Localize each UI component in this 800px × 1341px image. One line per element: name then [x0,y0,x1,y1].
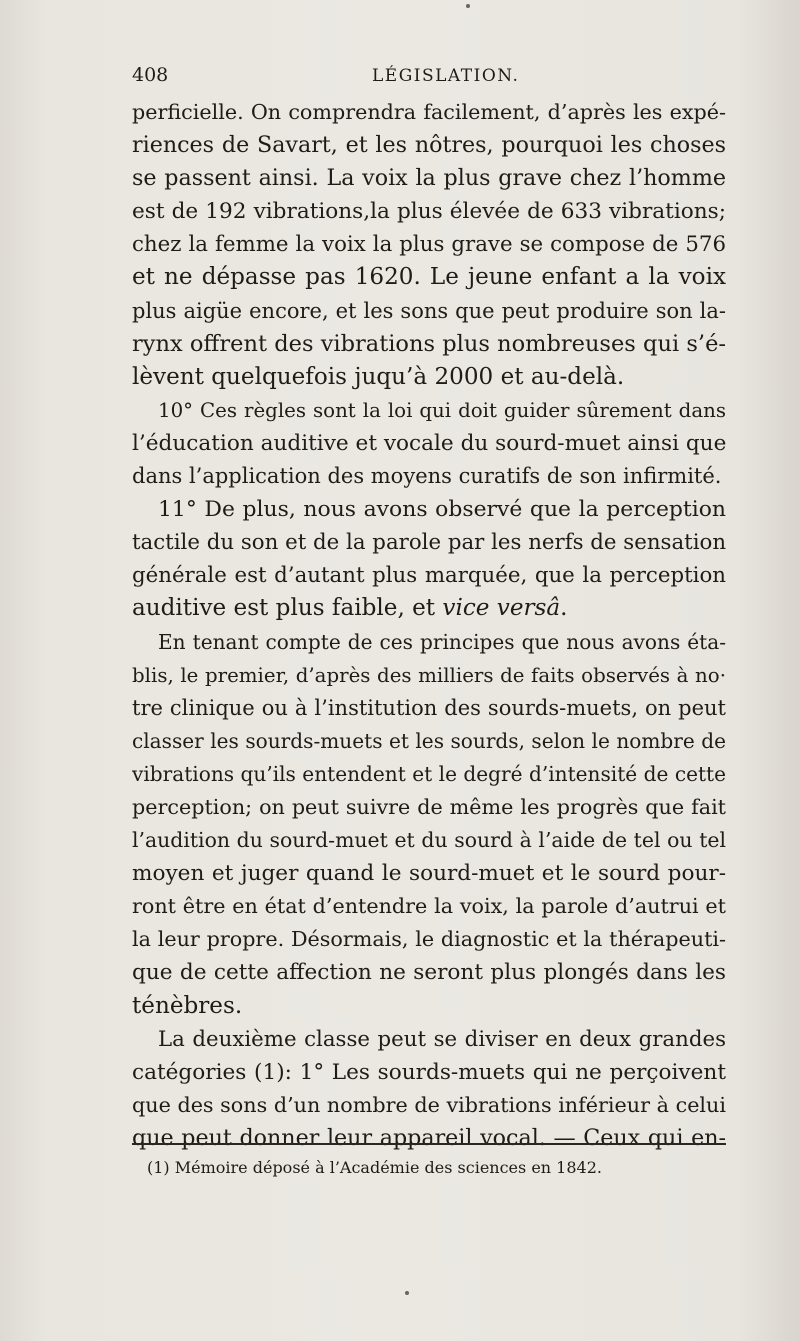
text-line: La deuxième classe peut se diviser en deux grandes [158,1026,726,1052]
text-line: blis, le premier, d’après des milliers de faits observés à no· [132,663,726,687]
footnote: (1) Mémoire déposé à l’Académie des sciences en 1842. [147,1158,602,1177]
text-line: catégories (1): 1° Les sourds-muets qui ne perçoivent [132,1059,726,1085]
text-line: vibrations qu’ils entendent et le degré d’intensité de cette [132,761,726,786]
page-number: 408 [132,64,169,86]
italic-phrase: vice versâ [442,595,561,622]
text-line: chez la femme la voix la plus grave se compose de 576 [132,232,726,258]
text-line: que des sons d’un nombre de vibrations inférieur à celui [132,1092,726,1117]
text-line: perficielle. On comprendra facilement, d’après les expé- [132,100,726,124]
text-line-end: . [560,595,568,622]
text-line: En tenant compte de ces principes que nous avons éta- [158,629,726,654]
text-line: 10° Ces règles sont la loi qui doit guider sûrement dans [158,398,726,422]
text-line: l’audition du sourd-muet et du sourd à l’aide de tel ou tel [132,828,726,853]
text-line: perception; on peut suivre de même les progrès que fait [132,794,726,819]
text-line: dans l’application des moyens curatifs de son infirmité. [132,464,722,489]
text-line: l’éducation auditive et vocale du sourd-muet ainsi que [132,430,726,456]
ink-speck [466,4,470,8]
body-text [132,96,726,1155]
text-line: que peut donner leur appareil vocal. — Ceux qui en- [132,1124,726,1151]
text-line: ront être en état d’entendre la voix, la parole d’autrui et [132,894,726,919]
text-line: tactile du son et de la parole par les nerfs de sensation [132,530,726,556]
text-line: plus aigüe encore, et les sons que peut produire son la- [132,298,726,323]
text-line: classer les sourds-muets et les sourds, selon le nombre de [132,728,726,753]
text-line: rynx offrent des vibrations plus nombreuses qui s’é- [132,330,726,357]
text-line: générale est d’autant plus marquée, que la perception [132,563,726,589]
text-line [132,592,726,625]
text-line: lèvent quelquefois juqu’à 2000 et au-delà. [132,363,625,390]
ink-speck [405,1291,409,1295]
footnote-rule [132,1143,726,1145]
text-line: riences de Savart, et les nôtres, pourquoi les choses [132,132,726,159]
text-line: la leur propre. Désormais, le diagnostic et la thérapeuti- [132,927,726,952]
text-line-start: auditive est plus faible, et [132,595,443,622]
text-line: est de 192 vibrations,la plus élevée de 633 vibrations; [132,199,726,225]
text-line: 11° De plus, nous avons observé que la perception [158,497,726,523]
text-line: et ne dépasse pas 1620. Le jeune enfant a la voix [132,264,726,291]
running-title: LÉGISLATION. [372,66,520,86]
text-line: tre clinique ou à l’institution des sourds-muets, on peut [132,695,726,720]
page-header [132,64,728,96]
text-line: ténèbres. [132,992,243,1019]
text-line: que de cette affection ne seront plus plongés dans les [132,960,726,986]
text-line: se passent ainsi. La voix la plus grave chez l’homme [132,165,726,192]
text-line: moyen et juger quand le sourd-muet et le sourd pour- [132,861,726,887]
